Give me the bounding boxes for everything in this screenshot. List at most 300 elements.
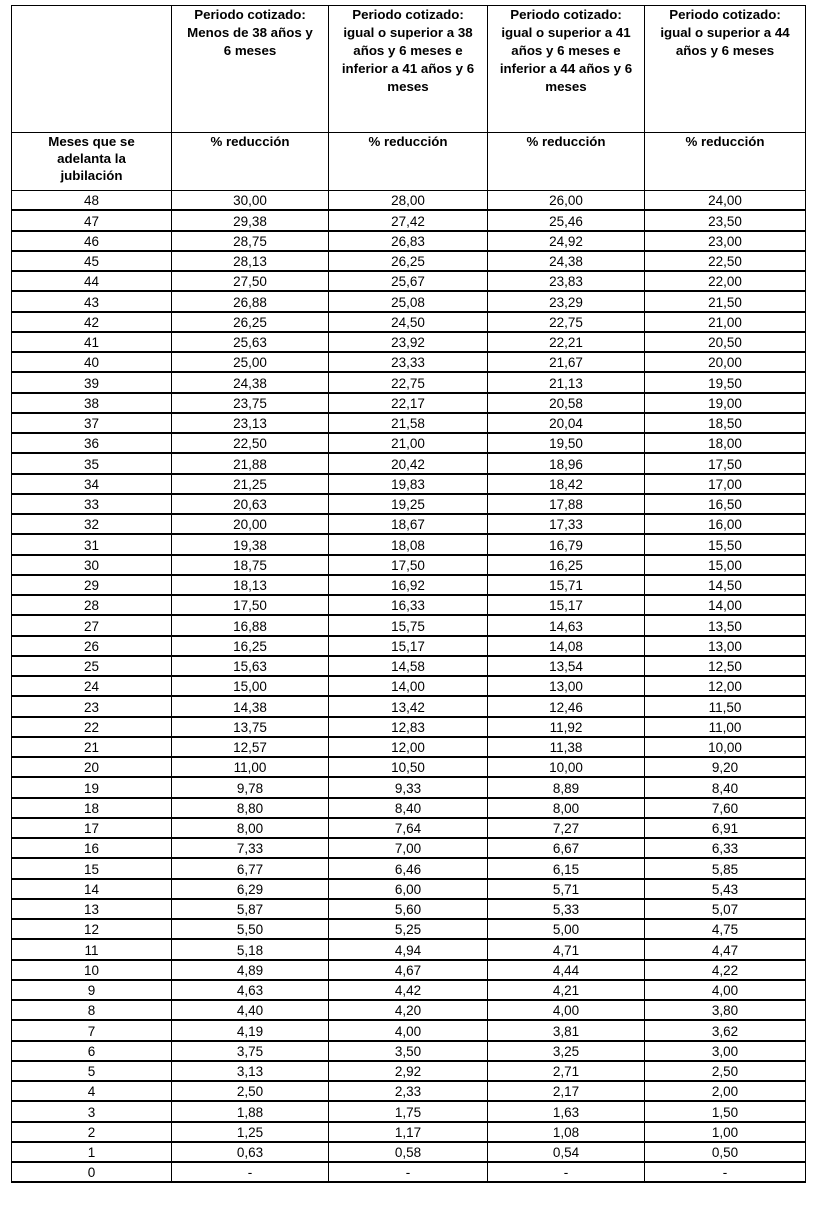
reduction-cell: [172, 575, 329, 595]
reduction-cell: [329, 1021, 488, 1041]
reduction-value: 19,83: [329, 477, 487, 494]
months-value: 42: [12, 315, 171, 332]
reduction-cell: [329, 677, 488, 697]
months-value: 44: [12, 274, 171, 291]
reduction-value: 22,50: [645, 254, 805, 271]
reduction-cell: [329, 737, 488, 757]
reduction-value: 4,67: [329, 963, 487, 980]
reduction-cell: [488, 353, 645, 373]
reduction-value: 1,17: [329, 1125, 487, 1142]
months-value: 1: [12, 1145, 171, 1162]
table-row: [12, 697, 806, 717]
reduction-cell: [488, 332, 645, 352]
reduction-cell: [488, 231, 645, 251]
reduction-cell: [329, 596, 488, 616]
months-value: 39: [12, 376, 171, 393]
reduction-cell: [645, 434, 806, 454]
reduction-value: 19,38: [172, 538, 328, 555]
months-value: 40: [12, 355, 171, 372]
months-value: 15: [12, 862, 171, 879]
months-value: 32: [12, 517, 171, 534]
reduction-value: 18,42: [488, 477, 644, 494]
months-cell: [12, 413, 172, 433]
reduction-value: 8,40: [645, 781, 805, 798]
reduction-cell: [172, 737, 329, 757]
reduction-cell: [329, 251, 488, 271]
table-row: [12, 312, 806, 332]
reduction-cell: [645, 373, 806, 393]
reduction-value: 1,25: [172, 1125, 328, 1142]
reduction-value: 13,75: [172, 720, 328, 737]
table-row: [12, 434, 806, 454]
reduction-cell: [172, 697, 329, 717]
months-value: 6: [12, 1044, 171, 1061]
reduction-value: 6,15: [488, 862, 644, 879]
months-value: 24: [12, 679, 171, 696]
table-row: [12, 231, 806, 251]
reduction-value: 20,50: [645, 335, 805, 352]
months-cell: [12, 940, 172, 960]
table-row: [12, 332, 806, 352]
table-row: [12, 292, 806, 312]
reduction-value: 12,00: [329, 740, 487, 757]
reduction-value: 14,38: [172, 700, 328, 717]
months-value: 41: [12, 335, 171, 352]
reduction-value: 15,71: [488, 578, 644, 595]
reduction-value: 4,21: [488, 983, 644, 1000]
reduction-value: 23,92: [329, 335, 487, 352]
reduction-value: 2,33: [329, 1084, 487, 1101]
reduction-value: 26,25: [329, 254, 487, 271]
table-row: [12, 677, 806, 697]
reduction-cell: [172, 636, 329, 656]
reduction-cell: [488, 717, 645, 737]
reduction-value: 7,00: [329, 841, 487, 858]
reduction-value: 4,00: [488, 1003, 644, 1020]
reduction-cell: [329, 697, 488, 717]
table-row: [12, 555, 806, 575]
reduction-value: 18,13: [172, 578, 328, 595]
months-cell: [12, 393, 172, 413]
reduction-cell: [172, 393, 329, 413]
reduction-cell: [329, 353, 488, 373]
reduction-cell: [329, 373, 488, 393]
reduction-cell: [329, 940, 488, 960]
months-cell: [12, 920, 172, 940]
reduction-value: 9,33: [329, 781, 487, 798]
reduction-value: 3,81: [488, 1024, 644, 1041]
reduction-value: 5,25: [329, 922, 487, 939]
reduction-value: 21,00: [645, 315, 805, 332]
header-cell-period-3: [488, 6, 645, 133]
months-cell: [12, 474, 172, 494]
reduction-value: 16,33: [329, 598, 487, 615]
reduction-cell: [329, 717, 488, 737]
reduction-cell: [488, 899, 645, 919]
reduction-cell: [488, 191, 645, 211]
reduction-cell: [645, 211, 806, 231]
reduction-cell: [172, 1122, 329, 1142]
table-row: [12, 980, 806, 1000]
table-row: [12, 778, 806, 798]
reduction-value: 5,18: [172, 943, 328, 960]
months-value: 9: [12, 983, 171, 1000]
table-row: [12, 1142, 806, 1162]
months-value: 33: [12, 497, 171, 514]
months-cell: [12, 960, 172, 980]
reduction-cell: [645, 940, 806, 960]
table-row: [12, 191, 806, 211]
reduction-cell: [329, 494, 488, 514]
reduction-cell: [488, 1021, 645, 1041]
reduction-value: 25,00: [172, 355, 328, 372]
reduction-cell: [329, 1061, 488, 1081]
reduction-cell: [172, 839, 329, 859]
months-cell: [12, 1061, 172, 1081]
reduction-cell: [645, 272, 806, 292]
reduction-cell: [645, 1082, 806, 1102]
reduction-value: 5,33: [488, 902, 644, 919]
subheader-cell-reduction-4: % reducción: [645, 133, 806, 191]
months-cell: [12, 879, 172, 899]
reduction-cell: [645, 1041, 806, 1061]
months-cell: [12, 434, 172, 454]
reduction-cell: [329, 575, 488, 595]
reduction-value: 23,33: [329, 355, 487, 372]
reduction-cell: [645, 1122, 806, 1142]
reduction-cell: [172, 596, 329, 616]
reduction-value: 5,07: [645, 902, 805, 919]
reduction-value: 29,38: [172, 214, 328, 231]
months-cell: [12, 373, 172, 393]
table-row: [12, 211, 806, 231]
reduction-value: 2,00: [645, 1084, 805, 1101]
reduction-cell: [488, 920, 645, 940]
months-cell: [12, 1082, 172, 1102]
reduction-cell: [488, 454, 645, 474]
table-row: [12, 393, 806, 413]
reduction-value: 27,42: [329, 214, 487, 231]
reduction-value: 28,13: [172, 254, 328, 271]
reduction-cell: [329, 515, 488, 535]
table-row: [12, 454, 806, 474]
months-cell: [12, 717, 172, 737]
reduction-value: 6,00: [329, 882, 487, 899]
table-row: [12, 940, 806, 960]
reduction-cell: [645, 879, 806, 899]
months-value: 3: [12, 1105, 171, 1122]
reduction-value: 4,75: [645, 922, 805, 939]
reduction-cell: [172, 798, 329, 818]
months-cell: [12, 899, 172, 919]
reduction-value: -: [329, 1165, 487, 1182]
reduction-value: 23,13: [172, 416, 328, 433]
reduction-value: 6,77: [172, 862, 328, 879]
months-value: 43: [12, 295, 171, 312]
reduction-cell: [172, 1163, 329, 1183]
reduction-cell: [172, 879, 329, 899]
reduction-cell: [645, 231, 806, 251]
reduction-value: 6,91: [645, 821, 805, 838]
reduction-value: 1,00: [645, 1125, 805, 1142]
reduction-cell: [645, 251, 806, 271]
reduction-value: 17,33: [488, 517, 644, 534]
reduction-value: 15,75: [329, 619, 487, 636]
reduction-cell: [488, 474, 645, 494]
reduction-cell: [645, 920, 806, 940]
reduction-value: 5,00: [488, 922, 644, 939]
months-value: 7: [12, 1024, 171, 1041]
reduction-cell: [488, 1001, 645, 1021]
months-value: 5: [12, 1064, 171, 1081]
reduction-cell: [645, 839, 806, 859]
reduction-value: 7,33: [172, 841, 328, 858]
reduction-value: 25,63: [172, 335, 328, 352]
reduction-value: 18,08: [329, 538, 487, 555]
reduction-cell: [172, 1061, 329, 1081]
reduction-value: 26,88: [172, 295, 328, 312]
months-cell: [12, 1142, 172, 1162]
reduction-value: 1,75: [329, 1105, 487, 1122]
reduction-value: 8,89: [488, 781, 644, 798]
reduction-cell: [172, 818, 329, 838]
reduction-cell: [329, 1001, 488, 1021]
reduction-value: 16,79: [488, 538, 644, 555]
months-value: 0: [12, 1165, 171, 1182]
reduction-value: 22,00: [645, 274, 805, 291]
reduction-cell: [645, 353, 806, 373]
reduction-value: 12,46: [488, 700, 644, 717]
reduction-cell: [172, 1001, 329, 1021]
reduction-value: 5,71: [488, 882, 644, 899]
reduction-cell: [488, 494, 645, 514]
table-row: [12, 1163, 806, 1183]
reduction-value: 28,00: [329, 193, 487, 210]
months-cell: [12, 1041, 172, 1061]
months-cell: [12, 758, 172, 778]
reduction-cell: [329, 413, 488, 433]
reduction-cell: [645, 413, 806, 433]
reduction-cell: [488, 839, 645, 859]
reduction-value: 9,20: [645, 760, 805, 777]
table-row: [12, 636, 806, 656]
reduction-cell: [329, 191, 488, 211]
reduction-cell: [645, 899, 806, 919]
reduction-cell: [645, 758, 806, 778]
reduction-value: 13,00: [645, 639, 805, 656]
reduction-value: 8,00: [172, 821, 328, 838]
months-cell: [12, 636, 172, 656]
reduction-value: 25,67: [329, 274, 487, 291]
reduction-value: 14,58: [329, 659, 487, 676]
reduction-value: 23,83: [488, 274, 644, 291]
months-cell: [12, 656, 172, 676]
reduction-value: 22,21: [488, 335, 644, 352]
reduction-cell: [645, 332, 806, 352]
table-row: [12, 535, 806, 555]
reduction-cell: [172, 899, 329, 919]
reduction-cell: [488, 1142, 645, 1162]
table-row: [12, 899, 806, 919]
reduction-value: 3,62: [645, 1024, 805, 1041]
reduction-cell: [488, 434, 645, 454]
reduction-value: 4,00: [645, 983, 805, 1000]
reduction-value: 16,92: [329, 578, 487, 595]
reduction-value: 23,29: [488, 295, 644, 312]
months-cell: [12, 1122, 172, 1142]
months-cell: [12, 980, 172, 1000]
reduction-cell: [645, 636, 806, 656]
reduction-cell: [329, 393, 488, 413]
reduction-cell: [488, 798, 645, 818]
reduction-value: 17,88: [488, 497, 644, 514]
reduction-value: 19,00: [645, 396, 805, 413]
reduction-cell: [329, 474, 488, 494]
reduction-value: 13,50: [645, 619, 805, 636]
reduction-value: 4,22: [645, 963, 805, 980]
reduction-cell: [645, 1001, 806, 1021]
reduction-cell: [645, 980, 806, 1000]
reduction-value: 5,43: [645, 882, 805, 899]
reduction-value: 12,00: [645, 679, 805, 696]
months-cell: [12, 555, 172, 575]
reduction-cell: [329, 1102, 488, 1122]
table-row: [12, 717, 806, 737]
reduction-cell: [329, 899, 488, 919]
reduction-value: 18,50: [645, 416, 805, 433]
reduction-value: 22,75: [329, 376, 487, 393]
reduction-value: 16,00: [645, 517, 805, 534]
reduction-value: 11,92: [488, 720, 644, 737]
reduction-value: 20,58: [488, 396, 644, 413]
reduction-cell: [172, 515, 329, 535]
months-value: 37: [12, 416, 171, 433]
reduction-value: 17,00: [645, 477, 805, 494]
reduction-cell: [172, 940, 329, 960]
header-cell-period-1: [172, 6, 329, 133]
reduction-value: 15,00: [172, 679, 328, 696]
table-row: [12, 839, 806, 859]
header-text-period-4: Periodo cotizado: igual o superior a 44 años y 6 meses: [660, 7, 790, 58]
reduction-value: 21,00: [329, 436, 487, 453]
months-value: 48: [12, 193, 171, 210]
reduction-cell: [329, 292, 488, 312]
months-cell: [12, 353, 172, 373]
header-text-period-3: Periodo cotizado: igual o superior a 41 años y 6 meses e inferior a 44 años y 6 meses: [499, 7, 633, 94]
reduction-value: 14,63: [488, 619, 644, 636]
reduction-value: 20,42: [329, 457, 487, 474]
subheader-cell-reduction-1: % reducción: [172, 133, 329, 191]
table-row: [12, 596, 806, 616]
reduction-cell: [329, 332, 488, 352]
header-cell-period-2: [329, 6, 488, 133]
months-cell: [12, 778, 172, 798]
reduction-value: 18,96: [488, 457, 644, 474]
months-cell: [12, 737, 172, 757]
reduction-cell: [645, 717, 806, 737]
reduction-cell: [172, 1102, 329, 1122]
reduction-cell: [645, 1142, 806, 1162]
months-value: 29: [12, 578, 171, 595]
months-cell: [12, 798, 172, 818]
reduction-cell: [172, 1021, 329, 1041]
subheader-cell-reduction-3: % reducción: [488, 133, 645, 191]
reduction-value: 2,50: [172, 1084, 328, 1101]
reduction-value: 4,20: [329, 1003, 487, 1020]
table-row: [12, 798, 806, 818]
reduction-cell: [488, 940, 645, 960]
reduction-cell: [488, 596, 645, 616]
reduction-cell: [645, 515, 806, 535]
reduction-cell: [172, 231, 329, 251]
reduction-cell: [172, 535, 329, 555]
months-cell: [12, 1163, 172, 1183]
reduction-value: 9,78: [172, 781, 328, 798]
months-value: 13: [12, 902, 171, 919]
reduction-value: 23,50: [645, 214, 805, 231]
reduction-value: 4,89: [172, 963, 328, 980]
reduction-value: 16,88: [172, 619, 328, 636]
reduction-cell: [172, 332, 329, 352]
reduction-value: 24,38: [488, 254, 644, 271]
reduction-value: 15,00: [645, 558, 805, 575]
subheader-cell-reduction-2: % reducción: [329, 133, 488, 191]
table-row: [12, 859, 806, 879]
reduction-value: 4,94: [329, 943, 487, 960]
months-cell: [12, 818, 172, 838]
reduction-value: 21,50: [645, 295, 805, 312]
reduction-value: 14,08: [488, 639, 644, 656]
reduction-value: 20,63: [172, 497, 328, 514]
reduction-cell: [172, 191, 329, 211]
reduction-cell: [488, 980, 645, 1000]
months-cell: [12, 332, 172, 352]
reduction-value: 1,88: [172, 1105, 328, 1122]
reduction-value: 25,08: [329, 295, 487, 312]
reduction-value: 3,75: [172, 1044, 328, 1061]
reduction-value: 21,67: [488, 355, 644, 372]
months-value: 11: [12, 943, 171, 960]
reduction-cell: [329, 758, 488, 778]
reduction-cell: [645, 778, 806, 798]
reduction-value: 5,87: [172, 902, 328, 919]
reduction-value: 7,64: [329, 821, 487, 838]
reduction-value: 24,00: [645, 193, 805, 210]
reduction-value: 0,50: [645, 1145, 805, 1162]
reduction-cell: [645, 393, 806, 413]
months-cell: [12, 616, 172, 636]
reduction-value: 0,54: [488, 1145, 644, 1162]
reduction-cell: [329, 1163, 488, 1183]
reduction-cell: [645, 1102, 806, 1122]
months-value: 27: [12, 619, 171, 636]
months-cell: [12, 292, 172, 312]
months-cell: [12, 211, 172, 231]
months-value: 18: [12, 801, 171, 818]
reduction-value: 5,60: [329, 902, 487, 919]
reduction-value: 11,00: [645, 720, 805, 737]
reduction-value: 17,50: [329, 558, 487, 575]
table-row: [12, 758, 806, 778]
reduction-cell: [172, 251, 329, 271]
reduction-cell: [645, 292, 806, 312]
reduction-cell: [488, 1122, 645, 1142]
reduction-cell: [329, 859, 488, 879]
reduction-value: 2,17: [488, 1084, 644, 1101]
header-text-period-1: Periodo cotizado: Menos de 38 años y 6 meses: [187, 7, 313, 58]
reduction-cell: [488, 636, 645, 656]
reduction-value: 10,50: [329, 760, 487, 777]
